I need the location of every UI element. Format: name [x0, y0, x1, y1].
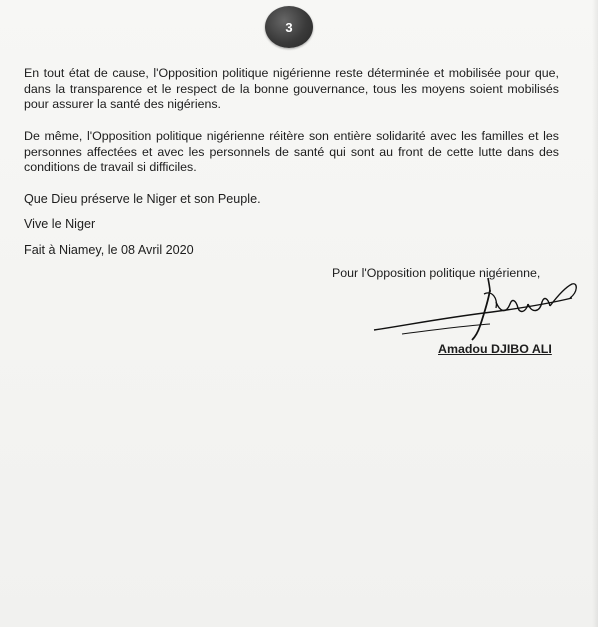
page-edge-shadow: [592, 0, 598, 627]
page-number-badge: 3: [265, 6, 313, 48]
paragraph-commitment: En tout état de cause, l'Opposition politique nigérienne reste déterminée et mobilisée pour que, dans la transparence et le respect de la bonne gouvernance, tous les moyens soient mobilisés pour assurer la santé des nigériens.: [24, 66, 559, 111]
closing-blessing: Que Dieu préserve le Niger et son Peuple.: [24, 192, 261, 206]
closing-vive: Vive le Niger: [24, 217, 96, 231]
signature-heading: Pour l'Opposition politique nigérienne,: [332, 266, 541, 280]
signer-name: Amadou DJIBO ALI: [438, 342, 552, 356]
place-date: Fait à Niamey, le 08 Avril 2020: [24, 243, 194, 257]
paragraph-solidarity: De même, l'Opposition politique nigérienne réitère son entière solidarité avec les familles et les personnes affectées et avec les personnels de santé qui sont au front de cette lutte dans des conditions de travail si difficiles.: [24, 129, 559, 174]
handwritten-signature: [372, 268, 582, 348]
